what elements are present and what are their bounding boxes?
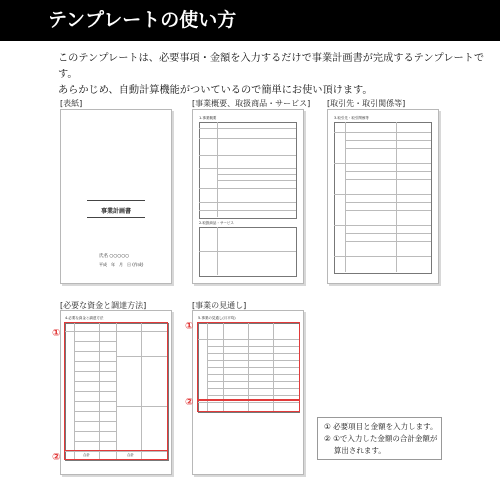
cover-title: 事業計画書 — [100, 208, 131, 215]
cover-rule-bottom — [87, 217, 145, 218]
page-header — [0, 0, 500, 41]
business-table-1 — [199, 122, 297, 219]
marker-one-funds: ① — [52, 328, 61, 339]
outlook-thumbnail — [192, 310, 304, 475]
intro-line-1: このテンプレートは、必要事項・金額を入力するだけで事業計画書が完成するテンプレートです。 — [58, 53, 485, 80]
funds-thumbnail — [60, 310, 172, 475]
outlook-section: 5.事業の見通し(月平均) — [198, 316, 236, 320]
page-title: テンプレートの使い方 — [48, 9, 237, 31]
funds-total-highlight — [64, 450, 168, 460]
cover-date: 平成 年 月 日 (作成) — [99, 262, 144, 267]
clients-table — [334, 122, 432, 274]
funds-total-2: 合計 — [127, 453, 134, 457]
label-clients: [取引先・取引関係等] — [327, 99, 406, 108]
marker-two-funds: ② — [52, 452, 61, 463]
marker-one-outlook: ① — [185, 321, 194, 332]
cover-rule-top — [87, 200, 145, 201]
business-thumbnail — [192, 109, 304, 284]
business-section-2: 2.取扱商品・サービス — [199, 221, 234, 225]
intro-text — [58, 51, 498, 99]
funds-total-1: 合計 — [83, 453, 90, 457]
cover-name: 氏名 ○○○○○ — [99, 254, 130, 259]
label-outlook: [事業の見通し] — [192, 301, 247, 310]
marker-two-outlook: ② — [185, 397, 194, 408]
label-business: [事業概要、取扱商品・サービス] — [192, 99, 311, 108]
funds-section: 4.必要な資金と調達方法 — [65, 316, 104, 320]
cover-thumbnail — [60, 109, 172, 284]
instructions-note — [317, 417, 442, 460]
funds-input-highlight — [64, 322, 168, 451]
outlook-total-highlight — [197, 400, 300, 412]
business-table-2 — [199, 227, 297, 277]
label-cover: [表紙] — [60, 99, 83, 108]
note-line-1: ① 必要項目と金額を入力します。 — [324, 422, 438, 431]
clients-thumbnail — [327, 109, 439, 284]
outlook-input-highlight — [197, 322, 300, 400]
intro-line-2: あらかじめ、自動計算機能がついているので簡単にお使い頂けます。 — [58, 85, 373, 96]
note-line-3: 算出されます。 — [324, 446, 386, 455]
clients-section: 3.取引先・取引関係等 — [334, 116, 369, 120]
label-funds: [必要な資金と調達方法] — [60, 301, 147, 310]
note-line-2: ② ①で入力した金額の合計金額が — [324, 434, 438, 443]
business-section-1: 1.事業概要 — [199, 116, 217, 120]
